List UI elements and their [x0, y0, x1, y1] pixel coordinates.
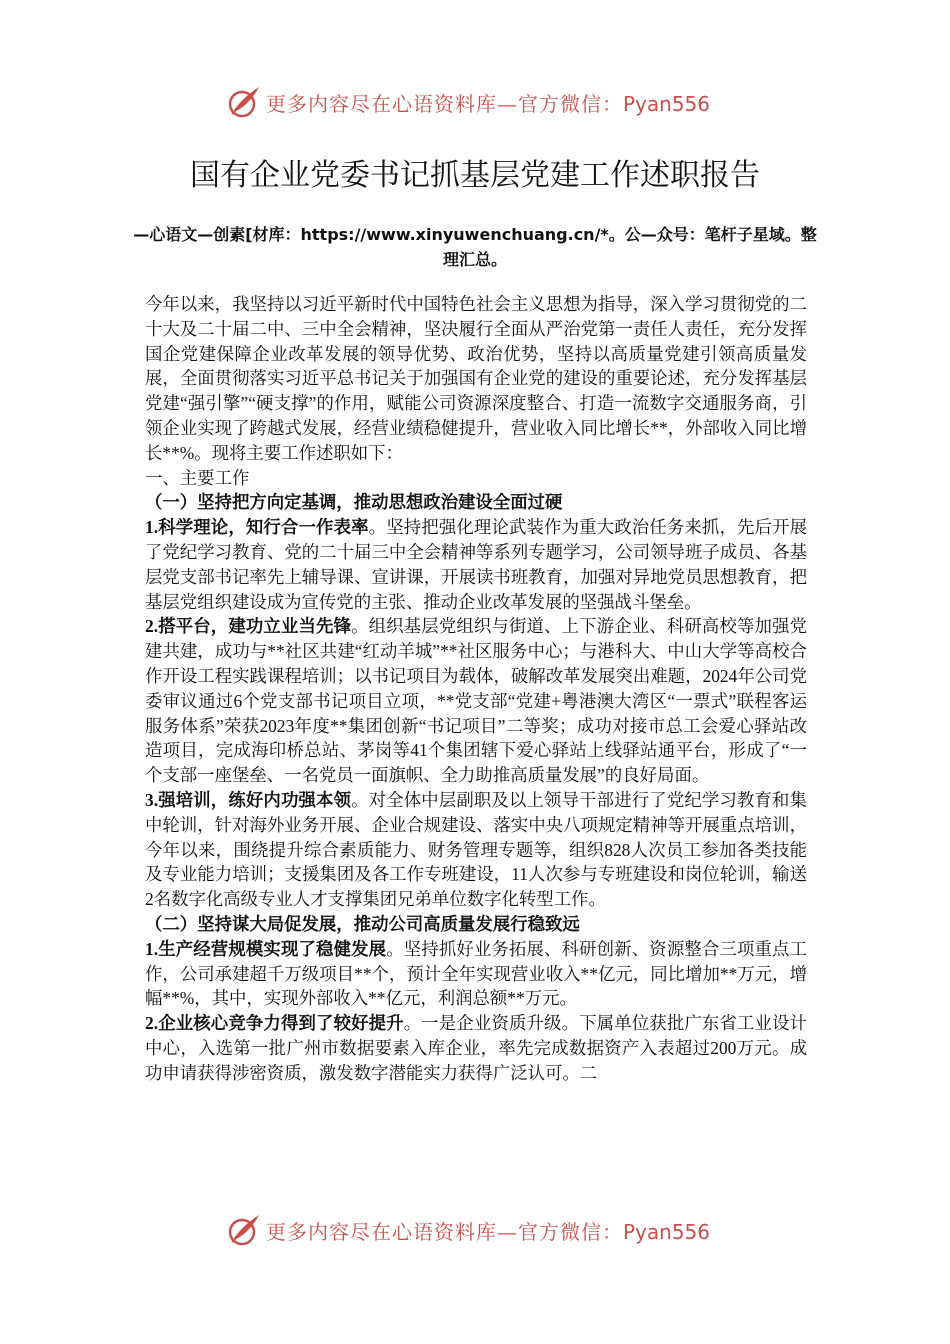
wechat-id: Pyan556	[623, 92, 711, 116]
quill-logo-icon	[226, 84, 262, 120]
paragraph-platform: 2.搭平台，建功立业当先锋。组织基层党组织与街道、上下游企业、科研高校等加强党建共建，成功与**社区共建“红动羊城”**社区服务中心；与港科大、中山大学等高校合作开设工程实践课程培训；以书记项目为载体，破解改革发展突出难题，2024年公司党委审议通过6个党支部书记项目立项，**党支部“党建+粤港澳大湾区“一票式”联程客运服务体系”荣获2023年度**集团创新“书记项目”二等奖；成功对接市总工会爱心驿站改造项目，完成海印桥总站、茅岗等41个集团辖下爱心驿站上线驿站通平台，形成了“一个支部一座堡垒、一名党员一面旗帜、全力助推高质量发展”的良好局面。	[145, 616, 807, 786]
subsection-heading-2: （二）坚持谋大局促发展，推动公司高质量发展行稳致远	[145, 913, 580, 934]
paragraph-operations: 1.生产经营规模实现了稳健发展。坚持抓好业务拓展、科研创新、资源整合三项重点工作，公司承建超千万级项目**个，预计全年实现营业收入**亿元，同比增加**万元，增幅**%，其中，实现外部收入**亿元，利润总额**万元。	[145, 938, 807, 1009]
section-heading: 一、主要工作	[145, 467, 250, 488]
source-note: —心语文—创素[材库：https://www.xinyuwenchuang.cn/*。公—众号：笔杆子星域。整理汇总。	[133, 225, 817, 269]
footer-banner[interactable]	[226, 1210, 726, 1250]
paragraph-lead: 2.企业核心竞争力得到了较好提升	[145, 1013, 404, 1034]
document-body	[145, 292, 807, 1086]
paragraph-lead: 3.强培训，练好内功强本领	[145, 789, 352, 810]
wechat-id: Pyan556	[623, 1220, 711, 1244]
paragraph-training: 3.强培训，练好内功强本领。对全体中层副职及以上领导干部进行了党纪学习教育和集中轮训，针对海外业务开展、企业合规建设、落实中央八项规定精神等开展重点培训，今年以来，围绕提升综合素质能力、财务管理专题等，组织828人次员工参加各类技能及专业能力培训；支援集团及各工作专班建设，11人次参与专班建设和岗位轮训，输送2名数字化高级专业人才支撑集团兄弟单位数字化转型工作。	[145, 789, 807, 910]
header-banner[interactable]	[226, 82, 726, 122]
paragraph-lead: 1.生产经营规模实现了稳健发展	[145, 938, 387, 959]
intro-paragraph: 今年以来，我坚持以习近平新时代中国特色社会主义思想为指导，深入学习贯彻党的二十大及二十届二中、三中全会精神，坚决履行全面从严治党第一责任人责任，充分发挥国企党建保障企业改革发展的领导优势、政治优势，坚持以高质量党建引领高质量发展，全面贯彻落实习近平总书记关于加强国有企业党的建设的重要论述，充分发挥基层党建“强引擎”“硬支撑”的作用，赋能公司资源深度整合、打造一流数字交通服务商，引领企业实现了跨越式发展，经营业绩稳健提升，营业收入同比增长**，外部收入同比增长**%。现将主要工作述职如下：	[145, 294, 807, 463]
paragraph-lead: 2.搭平台，建功立业当先锋	[145, 616, 352, 637]
quill-logo-icon	[226, 1212, 262, 1248]
paragraph-lead: 1.科学理论，知行合一作表率	[145, 517, 369, 538]
paragraph-theory: 1.科学理论，知行合一作表率。坚持把强化理论武装作为重大政治任务来抓，先后开展了党纪学习教育、党的二十届三中全会精神等系列专题学习，公司领导班子成员、各基层党支部书记率先上辅导课、宣讲课，开展读书班教育，加强对异地党员思想教育，把基层党组织建设成为宣传党的主张、推动企业改革发展的坚强战斗堡垒。	[145, 517, 807, 612]
banner-text: 更多内容尽在心语资料库—官方微信：Pyan556	[266, 92, 711, 116]
document-title: 国有企业党委书记抓基层党建工作述职报告	[190, 158, 760, 193]
banner-text: 更多内容尽在心语资料库—官方微信：Pyan556	[266, 1220, 711, 1244]
subsection-heading-1: （一）坚持把方向定基调，推动思想政治建设全面过硬	[145, 492, 563, 513]
paragraph-competitiveness: 2.企业核心竞争力得到了较好提升。一是企业资质升级。下属单位获批广东省工业设计中心，入选第一批广州市数据要素入库企业，率先完成数据资产入表超过200万元。成功申请获得涉密资质，激发数字潜能实力获得广泛认可。二	[145, 1013, 807, 1083]
